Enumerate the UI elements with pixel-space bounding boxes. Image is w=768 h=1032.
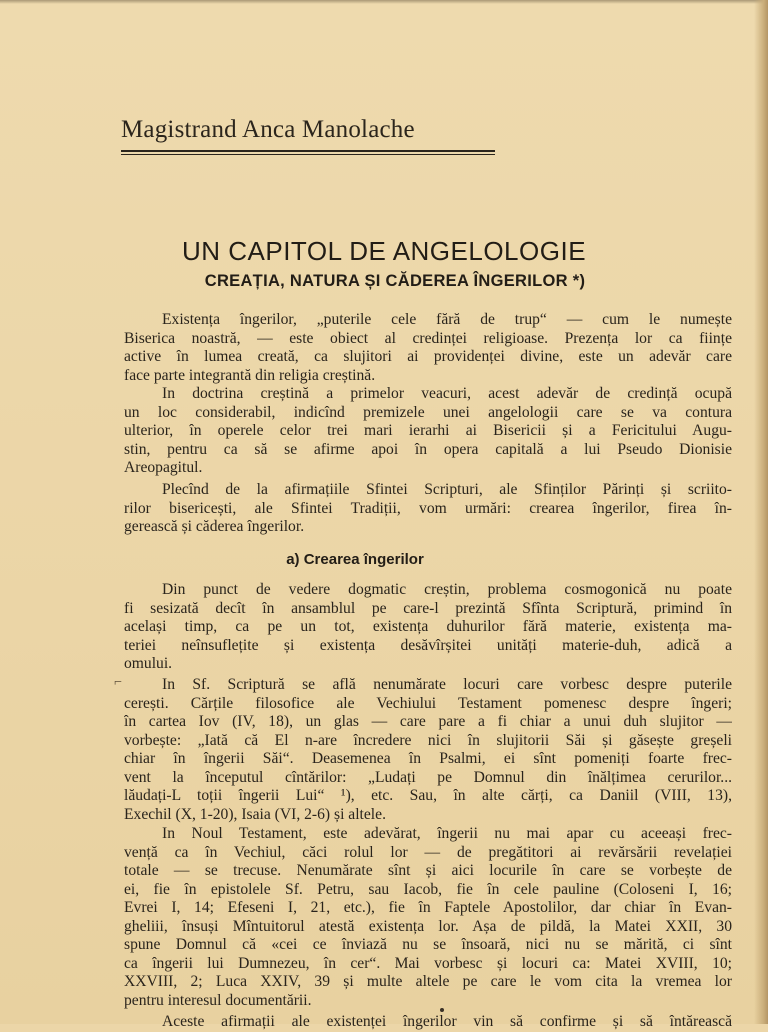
text-line: fi sesizată decît în ansamblul pe care-l prezintă Sfînta Scriptură, primind în xyxy=(124,599,732,617)
ink-dot xyxy=(440,1008,444,1012)
article-title: UN CAPITOL DE ANGELOLOGIE xyxy=(181,236,587,266)
text-line: Plecînd de la afirmațiile Sfintei Scripturi, ale Sfinților Părinți și scriito- xyxy=(162,481,732,498)
text-line: Aceste afirmații ale existenței îngerilor vin să confirme și să întărească xyxy=(162,1013,732,1030)
text-line: gerească și căderea îngerilor. xyxy=(124,518,305,535)
text-line: ei, fie în epistolele Sf. Petru, sau Iacob, fie în cele pauline (Coloseni I, 16; xyxy=(124,880,732,898)
text-line: un loc considerabil, indicînd premizele unei angelologii care se va contura xyxy=(124,403,732,421)
section-a-paragraph-4 xyxy=(124,1013,732,1032)
text-line: teriei neînsuflețite și existența desăvîrșitei unități materie-duh, adică a xyxy=(124,636,732,654)
intro-paragraph-3 xyxy=(124,481,732,537)
text-line: In Noul Testament, este adevărat, îngerii nu mai apar cu aceeași frec- xyxy=(162,825,732,842)
page-right-edge xyxy=(754,0,768,1024)
text-line: ulterior, în operele celor trei mari ierarhi ai Bisericii și a Fericitului Augu- xyxy=(124,422,732,439)
text-line: totale — se trecuse. Nenumărate sînt și aici locurile în care se vorbește de xyxy=(124,862,732,879)
text-line: Evrei I, 14; Efeseni I, 21, etc.), fie în Faptele Apostolilor, dar chiar în Evan- xyxy=(124,899,732,916)
text-line: Areopagitul. xyxy=(124,459,203,476)
author-name: Magistrand Anca Manolache xyxy=(121,116,415,143)
author-underline xyxy=(121,150,495,152)
text-line: Biserica noastră, — este obiect al credinței religioase. Prezența lor ca ființe xyxy=(124,329,732,347)
text-line: vență ca în Vechiul, căci rolul lor — de pregătitori ai revărsării revelației xyxy=(124,843,732,861)
article-subtitle: CREAȚIA, NATURA ȘI CĂDEREA ÎNGERILOR *) xyxy=(204,272,586,290)
text-line: active în lumea creată, ca slujitori ai providenței divine, este un adevăr care xyxy=(124,348,732,365)
text-line: XXVIII, 2; Luca XXIV, 39 și multe altele pe care le vom cita la vremea lor xyxy=(124,973,732,990)
section-a-paragraph-1 xyxy=(124,581,732,674)
margin-mark: ⌐ xyxy=(114,675,122,690)
text-line: același timp, ca pe un tot, existența duhurilor fără materie, existența ma- xyxy=(124,618,732,635)
text-line: chiar în îngerii Săi“. Deasemenea în Psalmi, ei sînt pomeniți foarte frec- xyxy=(124,750,732,767)
text-line: spune Domnul că «cei ce înviază nu se însoară, nici nu se mărită, ci sînt xyxy=(124,936,732,953)
section-heading: a) Crearea îngerilor xyxy=(286,551,424,568)
text-line: pentru interesul documentării. xyxy=(124,991,312,1009)
intro-paragraph-2 xyxy=(124,385,732,478)
text-line: In doctrina creștină a primelor veacuri, acest adevăr de credință ocupă xyxy=(162,385,732,402)
text-line: vorbește: „Iată că El n-are încredere nici în slujitorii Săi și găsește greșeli xyxy=(124,731,732,749)
text-line: Exechil (X, 1-20), Isaia (VI, 2-6) și altele. xyxy=(124,805,386,823)
section-a-paragraph-2 xyxy=(124,676,732,824)
text-line: cerești. Cărțile filosofice ale Vechiului Testament pomenesc despre îngeri; xyxy=(124,694,732,712)
text-line: vent la începutul cîntărilor: „Ludați pe Domnul din înălțimea cerurilor... xyxy=(124,768,732,786)
text-line: face parte integrantă din religia creștină. xyxy=(124,366,376,384)
text-line: gheliii, însuși Mîntuitorul atestă existența lor. Așa de pildă, la Matei XXII, 30 xyxy=(124,917,732,935)
intro-paragraph-1 xyxy=(124,311,732,385)
text-line: In Sf. Scriptură se află nenumărate locuri care vorbesc despre puterile xyxy=(162,676,732,693)
text-line: în cartea Iov (IV, 18), un glas — care pare a fi chiar a unui duh slujitor — xyxy=(124,713,732,730)
text-line: omului. xyxy=(124,655,173,672)
text-line: lăudați-L toții îngerii Lui“ ¹), etc. Sau, în alte cărți, ca Daniil (VIII, 13), xyxy=(124,787,732,804)
text-line: Din punct de vedere dogmatic creștin, problema cosmogonică nu poate xyxy=(162,581,732,598)
text-line: ca îngerii lui Dumnezeu, în cer“. Mai vorbesc și locuri ca: Matei XVIII, 10; xyxy=(124,954,732,972)
text-line: stin, pentru ca să se afirme apoi în opera capitală a lui Pseudo Dionisie xyxy=(124,440,732,458)
text-line: rilor bisericești, ale Sfintei Tradiții, vom urmări: crearea îngerilor, firea în- xyxy=(124,499,732,517)
author-underline-thin xyxy=(121,154,495,155)
text-line: Existența îngerilor, „puterile cele fără de trup“ — cum le numește xyxy=(162,311,732,328)
page-top-edge xyxy=(0,0,768,4)
section-a-paragraph-3 xyxy=(124,825,732,1010)
